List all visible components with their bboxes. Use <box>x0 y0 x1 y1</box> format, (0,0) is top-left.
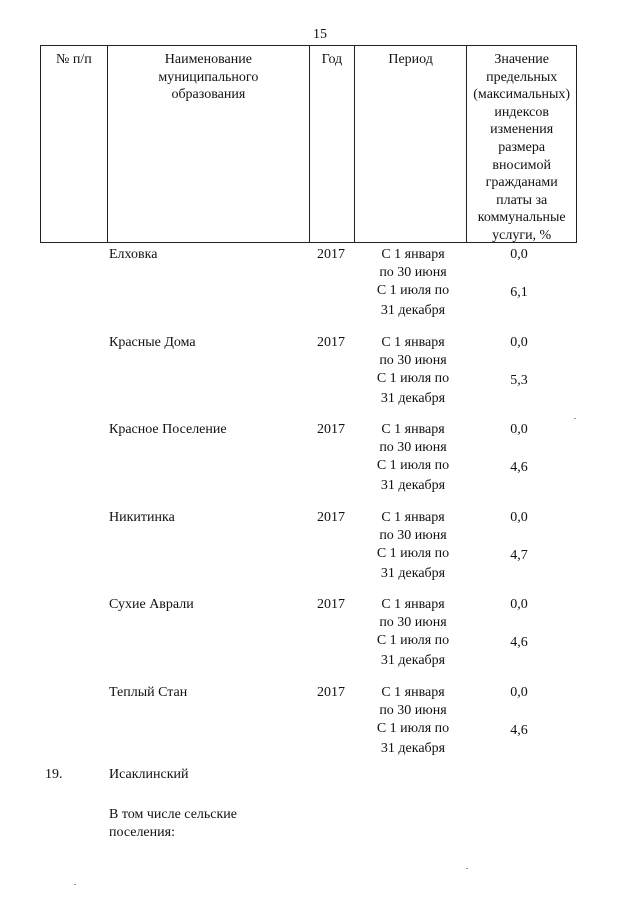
period-second-half-line1: С 1 июля по <box>376 283 450 298</box>
index-value-first-half: 0,0 <box>510 684 528 700</box>
period-second-half-line2: 31 декабря <box>380 478 446 493</box>
settlement-name: Никитинка <box>109 509 175 525</box>
settlement-name: Красные Дома <box>109 334 196 350</box>
period-second-half-line1: С 1 июля по <box>376 370 450 386</box>
index-value-second-half: 4,6 <box>510 635 528 650</box>
settlement-name: Красное Поселение <box>109 422 227 437</box>
period-second-half-line2: 31 декабря <box>380 740 446 756</box>
year-cell: 2017 <box>317 422 345 437</box>
municipality-name: Исаклинский <box>109 767 189 782</box>
index-value-second-half: 4,6 <box>510 722 528 738</box>
period-first-half-line2: по 30 июня <box>379 527 447 543</box>
scan-speck <box>466 868 468 869</box>
header-municipality: Наименование муниципального образования <box>107 46 309 242</box>
period-first-half-line1: С 1 января <box>381 422 445 437</box>
index-value-first-half: 0,0 <box>510 597 528 612</box>
index-value-first-half: 0,0 <box>510 509 528 525</box>
period-first-half-line1: С 1 января <box>381 684 445 700</box>
header-period: Период <box>354 46 467 242</box>
year-cell: 2017 <box>317 334 345 350</box>
header-year: Год <box>309 46 354 242</box>
period-first-half-line1: С 1 января <box>381 247 445 262</box>
table-header <box>40 45 577 243</box>
index-value-second-half: 4,6 <box>510 460 528 475</box>
period-first-half-line2: по 30 июня <box>379 352 447 368</box>
period-second-half-line2: 31 декабря <box>380 653 446 668</box>
period-first-half-line1: С 1 января <box>381 334 445 350</box>
header-index-value: Значение предельных (максимальных) индексов изменения размера вносимой гражданами платы за коммунальные услуги, % <box>466 46 576 242</box>
header-number: № п/п <box>56 52 92 67</box>
row-number: 19. <box>45 767 63 782</box>
settlement-name: Сухие Аврали <box>109 597 194 612</box>
index-value-first-half: 0,0 <box>510 247 528 262</box>
period-second-half-line1: С 1 июля по <box>376 545 450 561</box>
year-cell: 2017 <box>317 247 345 262</box>
year-cell: 2017 <box>317 509 345 525</box>
year-cell: 2017 <box>317 684 345 700</box>
year-cell: 2017 <box>317 597 345 612</box>
index-value-second-half: 4,7 <box>510 547 528 563</box>
period-second-half-line1: С 1 июля по <box>376 720 450 736</box>
period-first-half-line2: по 30 июня <box>379 265 447 280</box>
period-first-half-line2: по 30 июня <box>379 440 447 455</box>
period-second-half-line2: 31 декабря <box>380 390 446 406</box>
page-number: 15 <box>313 27 327 42</box>
period-first-half-line1: С 1 января <box>381 509 445 525</box>
period-second-half-line1: С 1 июля по <box>376 458 450 473</box>
rural-settlements-subtitle: В том числе сельские поселения: <box>109 807 238 840</box>
period-second-half-line2: 31 декабря <box>380 565 446 581</box>
index-value-second-half: 5,3 <box>510 372 528 388</box>
period-first-half-line2: по 30 июня <box>379 615 447 630</box>
index-value-second-half: 6,1 <box>510 285 528 300</box>
settlement-name: Елховка <box>109 247 158 262</box>
index-value-first-half: 0,0 <box>510 334 528 350</box>
period-second-half-line1: С 1 июля по <box>376 633 450 648</box>
scan-speck <box>74 884 76 885</box>
index-value-first-half: 0,0 <box>510 422 528 437</box>
period-first-half-line2: по 30 июня <box>379 702 447 718</box>
settlement-name: Теплый Стан <box>109 684 188 700</box>
period-second-half-line2: 31 декабря <box>380 303 446 318</box>
scan-speck <box>574 418 576 419</box>
period-first-half-line1: С 1 января <box>381 597 445 612</box>
